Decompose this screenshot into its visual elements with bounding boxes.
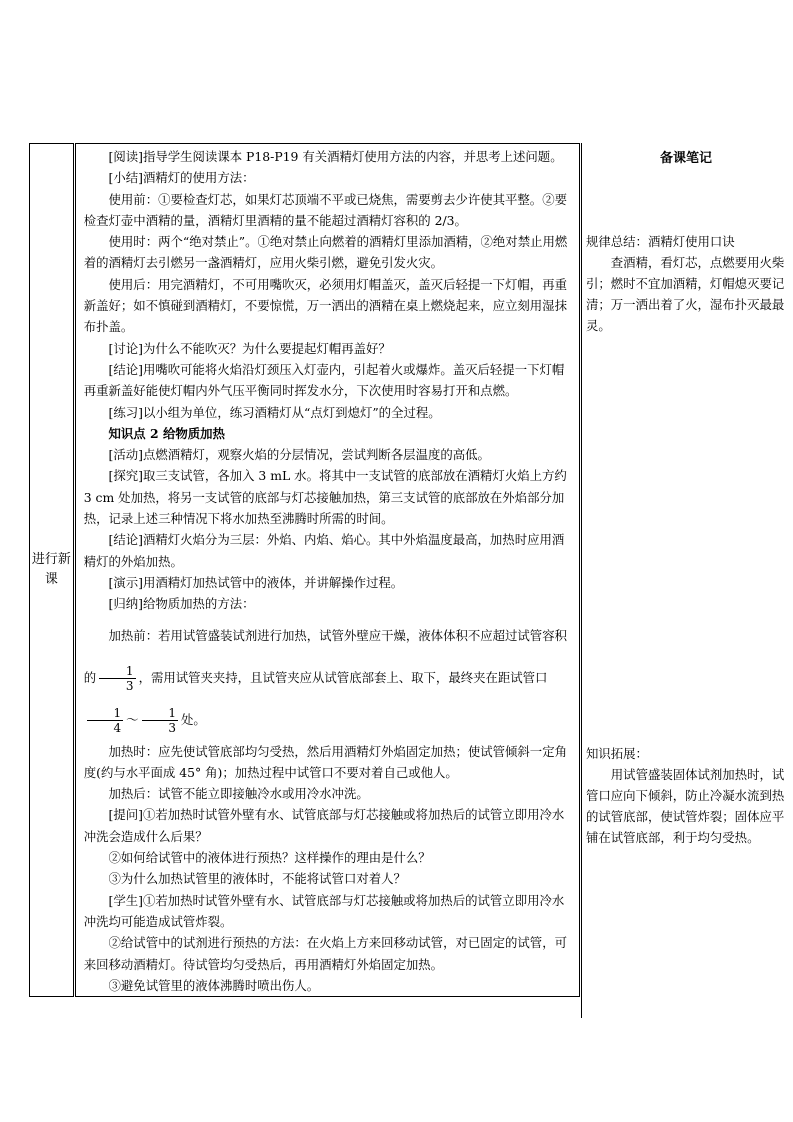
- induction-paragraph: [归纳]给物质加热的方法：: [108, 596, 255, 612]
- fraction-one-third: [99, 664, 135, 693]
- before-use-paragraph: 使用前：①要检查灯芯，如果灯芯顶端不平或已烧焦，需要剪去少许使其平整。②要检查灯壶中酒精的量，酒精灯里酒精的量不能超过酒精灯容积的 2/3。: [83, 191, 567, 228]
- notes-divider: [581, 143, 582, 1018]
- flame-conclusion-paragraph: [结论]酒精灯火焰分为三层：外焰、内焰、焰心。其中外焰温度最高，加热时应用酒精灯的外焰加热。: [83, 532, 565, 569]
- reading-paragraph: [阅读]指导学生阅读课本 P18-P19 有关酒精灯使用方法的内容，并思考上述问题。: [108, 149, 563, 164]
- rule-summary-block: [586, 231, 786, 336]
- during-use-paragraph: 使用时：两个“绝对禁止”。①绝对禁止向燃着的酒精灯里添加酒精，②绝对禁止用燃着的酒精灯去引燃另一盏酒精灯，应用火柴引燃，避免引发火灾。: [83, 234, 568, 271]
- stage-label: 进行新课: [31, 552, 71, 588]
- notes-header: 备课笔记: [659, 151, 712, 166]
- answer-2: ②给试管中的试剂进行预热的方法：在火焰上方来回移动试管，对已固定的试管，可来回移动酒精灯。待试管均匀受热后，再用酒精灯外焰固定加热。: [83, 935, 567, 972]
- rule-summary-body: 查酒精，看灯芯，点燃要用火柴引；燃时不宜加酒精，灯帽熄灭要记清；万一洒出着了火，湿布扑灭最最灵。: [586, 255, 785, 333]
- notes-column: [586, 143, 786, 845]
- during-heating-paragraph: 加热时：应先使试管底部均匀受热，然后用酒精灯外焰固定加热；使试管倾斜一定角度(约与水平面成 45° 角)；加热过程中试管口不要对着自己或他人。: [83, 743, 567, 780]
- before-heating-text-c: 处。: [181, 711, 206, 727]
- fraction-denominator: 3: [125, 678, 134, 693]
- fraction-numerator: 1: [87, 706, 123, 721]
- before-heating-text-b: ，需用试管夹夹持，且试管夹应从试管底部套上、取下，最终夹在距试管口: [138, 669, 548, 685]
- fraction-one-quarter: [87, 706, 123, 735]
- fraction-denominator: 3: [168, 720, 176, 735]
- answer-1: [学生]①若加热时试管外壁有水、试管底部与灯芯接触或将加热后的试管立即用冷水冲洗均可能造成试管炸裂。: [83, 892, 565, 929]
- conclusion-paragraph: [结论]用嘴吹可能将火焰沿灯颈压入灯壶内，引起着火或爆炸。盖灭后轻提一下灯帽再重新盖好能使灯帽内外气压平衡同时挥发水分，下次使用时容易打开和点燃。: [83, 361, 565, 399]
- fraction-denominator: 4: [113, 720, 122, 735]
- lesson-content: [76, 144, 579, 996]
- fraction-numerator: 1: [142, 706, 178, 721]
- practice-paragraph: [练习]以小组为单位，练习酒精灯从“点灯到熄灯”的全过程。: [108, 404, 441, 420]
- fraction-one-third-b: [142, 706, 178, 735]
- before-heating-text-a: 加热前：若用试管盛装试剂进行加热，试管外壁应干燥，液体体积不应超过试管容积的: [83, 627, 567, 685]
- question-3: ③为什么加热试管里的液体时，不能将试管口对着人？: [108, 871, 406, 887]
- knowledge-extension-body: 用试管盛装固体试剂加热时，试管口应向下倾斜，防止冷凝水流到热的试管底部，使试管炸裂；固体应平铺在试管底部，利于均匀受热。: [586, 767, 785, 845]
- discussion-paragraph: [讨论]为什么不能吹灭？为什么要提起灯帽再盖好？: [108, 340, 391, 356]
- lesson-table: [29, 143, 580, 997]
- knowledge-extension-block: [586, 743, 786, 848]
- summary-heading: [小结]酒精灯的使用方法：: [108, 170, 255, 186]
- fraction-numerator: 1: [99, 664, 135, 679]
- stage-cell: [30, 144, 75, 997]
- after-heating-paragraph: 加热后：试管不能立即接触冷水或用冷水冲洗。: [108, 786, 369, 802]
- before-heating-paragraph: [84, 615, 572, 741]
- demo-paragraph: [演示]用酒精灯加热试管中的液体，并讲解操作过程。: [108, 574, 404, 590]
- lesson-content-cell: [74, 144, 579, 997]
- question-2: ②如何给试管中的液体进行预热？这样操作的理由是什么？: [108, 850, 431, 866]
- after-use-paragraph: 使用后：用完酒精灯，不可用嘴吹灭，必须用灯帽盖灭，盖灭后轻提一下灯帽，再重新盖好；如不慎碰到酒精灯，不要惊慌，万一洒出的酒精在桌上燃烧起来，应立刻用湿抹布扑盖。: [83, 276, 567, 335]
- knowledge-point-heading: 知识点 2 给物质加热: [108, 425, 225, 441]
- activity-paragraph: [活动]点燃酒精灯，观察火焰的分层情况，尝试判断各层温度的高低。: [108, 447, 490, 463]
- answer-3: ③避免试管里的液体沸腾时喷出伤人。: [108, 977, 320, 993]
- knowledge-extension-title: 知识拓展：: [586, 746, 648, 761]
- rule-summary-title: 规律总结：酒精灯使用口诀: [586, 234, 735, 249]
- question-1: [提问]①若加热时试管外壁有水、试管底部与灯芯接触或将加热后的试管立即用冷水冲洗会造成什么后果？: [83, 807, 565, 844]
- tilde: ～: [126, 711, 139, 727]
- explore-paragraph: [探究]取三支试管，各加入 3 mL 水。将其中一支试管的底部放在酒精灯火焰上方约 3 cm 处加热，将另一支试管的底部与灯芯接触加热，第三支试管的底部放在外焰部分加热，记录上述三种情况下将水加热至沸腾时所需的时间。: [83, 468, 567, 527]
